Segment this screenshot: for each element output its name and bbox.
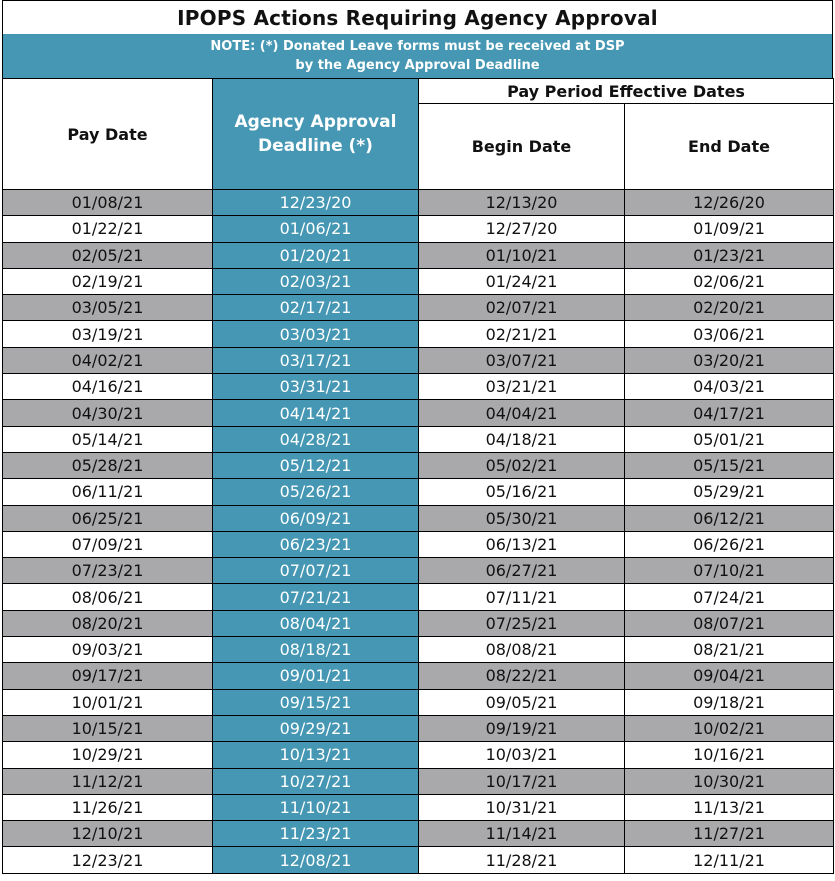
- begin-date-cell: 07/25/21: [419, 610, 625, 636]
- begin-date-cell: 05/02/21: [419, 452, 625, 478]
- pay-date-cell: 09/03/21: [3, 637, 213, 663]
- end-date-cell: 08/21/21: [625, 637, 834, 663]
- header-agency-line-1: Agency Approval: [234, 112, 397, 132]
- pay-date-cell: 08/06/21: [3, 584, 213, 610]
- end-date-cell: 11/13/21: [625, 794, 834, 820]
- pay-date-cell: 10/15/21: [3, 715, 213, 741]
- header-pay-date: Pay Date: [3, 79, 213, 190]
- begin-date-cell: 02/07/21: [419, 295, 625, 321]
- end-date-cell: 01/23/21: [625, 242, 834, 268]
- pay-date-cell: 03/05/21: [3, 295, 213, 321]
- agency-deadline-cell: 11/10/21: [213, 794, 419, 820]
- agency-deadline-cell: 08/04/21: [213, 610, 419, 636]
- table-row: [3, 531, 834, 557]
- begin-date-cell: 02/21/21: [419, 321, 625, 347]
- pay-date-cell: 01/08/21: [3, 190, 213, 216]
- table-row: [3, 768, 834, 794]
- end-date-cell: 09/04/21: [625, 663, 834, 689]
- pay-date-cell: 02/05/21: [3, 242, 213, 268]
- table-row: [3, 479, 834, 505]
- begin-date-cell: 08/08/21: [419, 637, 625, 663]
- end-date-cell: 12/26/20: [625, 190, 834, 216]
- pay-date-cell: 09/17/21: [3, 663, 213, 689]
- pay-date-cell: 01/22/21: [3, 216, 213, 242]
- begin-date-cell: 11/28/21: [419, 847, 625, 873]
- agency-deadline-cell: 12/08/21: [213, 847, 419, 873]
- schedule-table: [2, 78, 834, 874]
- begin-date-cell: 04/04/21: [419, 400, 625, 426]
- agency-deadline-cell: 03/31/21: [213, 374, 419, 400]
- end-date-cell: 04/03/21: [625, 374, 834, 400]
- pay-date-cell: 10/29/21: [3, 742, 213, 768]
- pay-date-cell: 07/23/21: [3, 558, 213, 584]
- table-row: [3, 637, 834, 663]
- table-row: [3, 558, 834, 584]
- table-row: [3, 715, 834, 741]
- end-date-cell: 05/29/21: [625, 479, 834, 505]
- pay-date-cell: 05/28/21: [3, 452, 213, 478]
- begin-date-cell: 09/05/21: [419, 689, 625, 715]
- schedule-document: [2, 0, 833, 874]
- agency-deadline-cell: 08/18/21: [213, 637, 419, 663]
- begin-date-cell: 12/27/20: [419, 216, 625, 242]
- page-title: IPOPS Actions Requiring Agency Approval: [2, 0, 833, 34]
- table-row: [3, 268, 834, 294]
- end-date-cell: 06/26/21: [625, 531, 834, 557]
- end-date-cell: 03/20/21: [625, 347, 834, 373]
- begin-date-cell: 10/03/21: [419, 742, 625, 768]
- header-end-date: End Date: [625, 104, 834, 190]
- end-date-cell: 07/24/21: [625, 584, 834, 610]
- header-begin-date: Begin Date: [419, 104, 625, 190]
- table-row: [3, 689, 834, 715]
- end-date-cell: 12/11/21: [625, 847, 834, 873]
- table-row: [3, 242, 834, 268]
- table-row: [3, 505, 834, 531]
- pay-date-cell: 05/14/21: [3, 426, 213, 452]
- begin-date-cell: 05/16/21: [419, 479, 625, 505]
- table-row: [3, 610, 834, 636]
- end-date-cell: 03/06/21: [625, 321, 834, 347]
- table-row: [3, 821, 834, 847]
- end-date-cell: 05/15/21: [625, 452, 834, 478]
- end-date-cell: 02/06/21: [625, 268, 834, 294]
- pay-date-cell: 10/01/21: [3, 689, 213, 715]
- table-row: [3, 663, 834, 689]
- pay-date-cell: 06/11/21: [3, 479, 213, 505]
- pay-date-cell: 07/09/21: [3, 531, 213, 557]
- agency-deadline-cell: 05/12/21: [213, 452, 419, 478]
- table-row: [3, 347, 834, 373]
- end-date-cell: 01/09/21: [625, 216, 834, 242]
- agency-deadline-cell: 01/20/21: [213, 242, 419, 268]
- agency-deadline-cell: 04/14/21: [213, 400, 419, 426]
- table-row: [3, 742, 834, 768]
- end-date-cell: 06/12/21: [625, 505, 834, 531]
- pay-date-cell: 06/25/21: [3, 505, 213, 531]
- table-row: [3, 190, 834, 216]
- agency-deadline-cell: 02/03/21: [213, 268, 419, 294]
- agency-deadline-cell: 02/17/21: [213, 295, 419, 321]
- agency-deadline-cell: 09/01/21: [213, 663, 419, 689]
- table-row: [3, 400, 834, 426]
- end-date-cell: 10/30/21: [625, 768, 834, 794]
- begin-date-cell: 11/14/21: [419, 821, 625, 847]
- agency-deadline-cell: 03/17/21: [213, 347, 419, 373]
- agency-deadline-cell: 09/15/21: [213, 689, 419, 715]
- agency-deadline-cell: 06/09/21: [213, 505, 419, 531]
- note-line-1: NOTE: (*) Donated Leave forms must be received at DSP: [210, 39, 625, 54]
- pay-date-cell: 04/30/21: [3, 400, 213, 426]
- pay-date-cell: 04/16/21: [3, 374, 213, 400]
- header-agency-approval: [213, 79, 419, 190]
- begin-date-cell: 05/30/21: [419, 505, 625, 531]
- pay-date-cell: 08/20/21: [3, 610, 213, 636]
- pay-date-cell: 12/10/21: [3, 821, 213, 847]
- header-agency-line-2: Deadline (*): [258, 136, 373, 156]
- note-line-2: by the Agency Approval Deadline: [295, 58, 540, 73]
- table-row: [3, 374, 834, 400]
- agency-deadline-cell: 11/23/21: [213, 821, 419, 847]
- agency-deadline-cell: 10/27/21: [213, 768, 419, 794]
- agency-deadline-cell: 07/21/21: [213, 584, 419, 610]
- note-banner: [2, 34, 833, 78]
- begin-date-cell: 06/13/21: [419, 531, 625, 557]
- table-row: [3, 426, 834, 452]
- begin-date-cell: 01/24/21: [419, 268, 625, 294]
- table-row: [3, 847, 834, 873]
- pay-date-cell: 11/12/21: [3, 768, 213, 794]
- table-row: [3, 216, 834, 242]
- end-date-cell: 11/27/21: [625, 821, 834, 847]
- table-row: [3, 452, 834, 478]
- end-date-cell: 10/16/21: [625, 742, 834, 768]
- begin-date-cell: 07/11/21: [419, 584, 625, 610]
- begin-date-cell: 09/19/21: [419, 715, 625, 741]
- agency-deadline-cell: 07/07/21: [213, 558, 419, 584]
- begin-date-cell: 10/31/21: [419, 794, 625, 820]
- table-row: [3, 295, 834, 321]
- pay-date-cell: 04/02/21: [3, 347, 213, 373]
- begin-date-cell: 03/21/21: [419, 374, 625, 400]
- end-date-cell: 07/10/21: [625, 558, 834, 584]
- agency-deadline-cell: 04/28/21: [213, 426, 419, 452]
- agency-deadline-cell: 03/03/21: [213, 321, 419, 347]
- pay-date-cell: 03/19/21: [3, 321, 213, 347]
- begin-date-cell: 06/27/21: [419, 558, 625, 584]
- agency-deadline-cell: 05/26/21: [213, 479, 419, 505]
- end-date-cell: 08/07/21: [625, 610, 834, 636]
- table-row: [3, 794, 834, 820]
- end-date-cell: 02/20/21: [625, 295, 834, 321]
- begin-date-cell: 08/22/21: [419, 663, 625, 689]
- begin-date-cell: 12/13/20: [419, 190, 625, 216]
- end-date-cell: 05/01/21: [625, 426, 834, 452]
- agency-deadline-cell: 10/13/21: [213, 742, 419, 768]
- pay-date-cell: 02/19/21: [3, 268, 213, 294]
- header-pay-period: Pay Period Effective Dates: [419, 79, 834, 104]
- begin-date-cell: 04/18/21: [419, 426, 625, 452]
- agency-deadline-cell: 12/23/20: [213, 190, 419, 216]
- table-row: [3, 584, 834, 610]
- agency-deadline-cell: 06/23/21: [213, 531, 419, 557]
- agency-deadline-cell: 09/29/21: [213, 715, 419, 741]
- begin-date-cell: 01/10/21: [419, 242, 625, 268]
- table-row: [3, 321, 834, 347]
- end-date-cell: 09/18/21: [625, 689, 834, 715]
- end-date-cell: 04/17/21: [625, 400, 834, 426]
- pay-date-cell: 12/23/21: [3, 847, 213, 873]
- begin-date-cell: 10/17/21: [419, 768, 625, 794]
- agency-deadline-cell: 01/06/21: [213, 216, 419, 242]
- pay-date-cell: 11/26/21: [3, 794, 213, 820]
- begin-date-cell: 03/07/21: [419, 347, 625, 373]
- end-date-cell: 10/02/21: [625, 715, 834, 741]
- schedule-rows: [3, 190, 834, 874]
